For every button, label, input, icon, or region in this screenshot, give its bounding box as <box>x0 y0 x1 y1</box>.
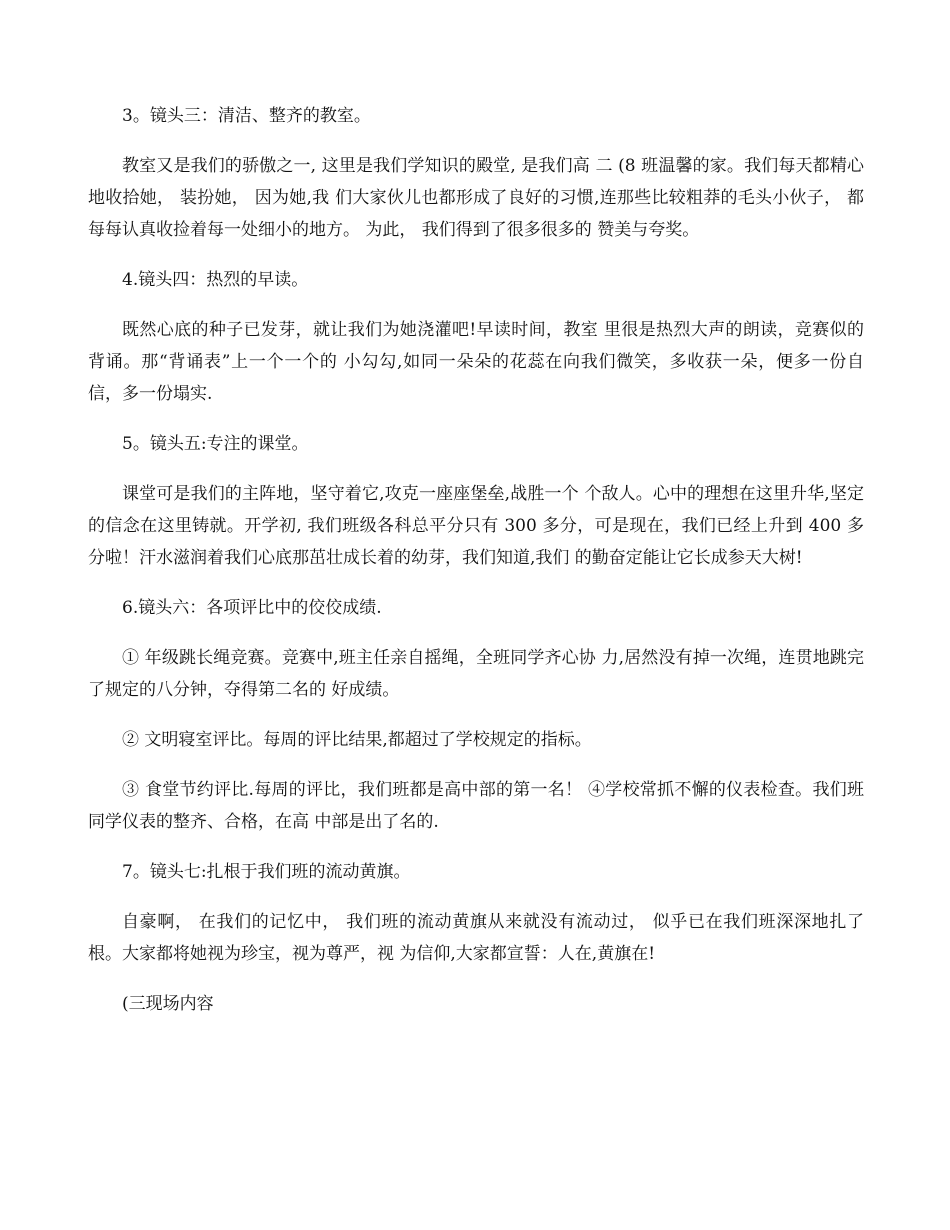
document-body <box>88 100 864 1038</box>
section-heading-7: 7。镜头七:扎根于我们班的流动黄旗。 <box>122 862 411 882</box>
paragraph-morning-reading: 既然心底的种子已发芽，就让我们为她浇灌吧!早读时间，教室 里很是热烈大声的朗读，竞赛似的背诵。那“背诵表”上一个一个的 小勾勾,如同一朵朵的花蕊在向我们微笑，多收获一朵，便多一份自 信，多一份塌实. <box>88 320 864 404</box>
paragraph-item-rope: ① 年级跳长绳竞赛。竞赛中,班主任亲自摇绳，全班同学齐心协 力,居然没有掉一次绳，连贯地跳完了规定的八分钟，夺得第二名的 好成绩。 <box>88 648 864 700</box>
section-heading-5: 5。镜头五:专注的课堂。 <box>122 434 309 454</box>
paragraph-item-canteen: ③ 食堂节约评比.每周的评比，我们班都是高中部的第一名！ ④学校常抓不懈的仪表检查。我们班同学仪表的整齐、合格，在高 中部是出了名的. <box>88 780 864 832</box>
section-heading-6: 6.镜头六：各项评比中的佼佼成绩. <box>122 598 382 618</box>
section-heading-live-content: (三现场内容 <box>122 994 214 1014</box>
paragraph-classroom: 教室又是我们的骄傲之一, 这里是我们学知识的殿堂, 是我们高 二 (8 班温馨的家。我们每天都精心地收拾她， 装扮她， 因为她,我 们大家伙儿也都形成了良好的习惯,连那些比较粗莽的毛头小伙子， 都每每认真收捡着每一处细小的地方。 为此， 我们得到了很多很多的 赞美与夸奖。 <box>88 156 864 240</box>
paragraph-item-dorm: ② 文明寝室评比。每周的评比结果,都超过了学校规定的指标。 <box>122 730 592 750</box>
paragraph-yellow-flag: 自豪啊， 在我们的记忆中， 我们班的流动黄旗从来就没有流动过， 似乎已在我们班深深地扎了根。大家都将她视为珍宝，视为尊严，视 为信仰,大家都宣誓：人在,黄旗在! <box>88 912 864 964</box>
section-heading-3: 3。镜头三：清洁、整齐的教室。 <box>122 106 371 126</box>
paragraph-lessons: 课堂可是我们的主阵地，坚守着它,攻克一座座堡垒,战胜一个 个敌人。心中的理想在这里升华,坚定的信念在这里铸就。开学初, 我们班级各科总平分只有 300 多分，可是现在，我们已经上升到 400 多分啦！汗水滋润着我们心底那茁壮成长着的幼芽，我们知道,我们 的勤奋定能让它长成参天大树! <box>88 484 864 568</box>
section-heading-4: 4.镜头四：热烈的早读。 <box>122 270 309 290</box>
